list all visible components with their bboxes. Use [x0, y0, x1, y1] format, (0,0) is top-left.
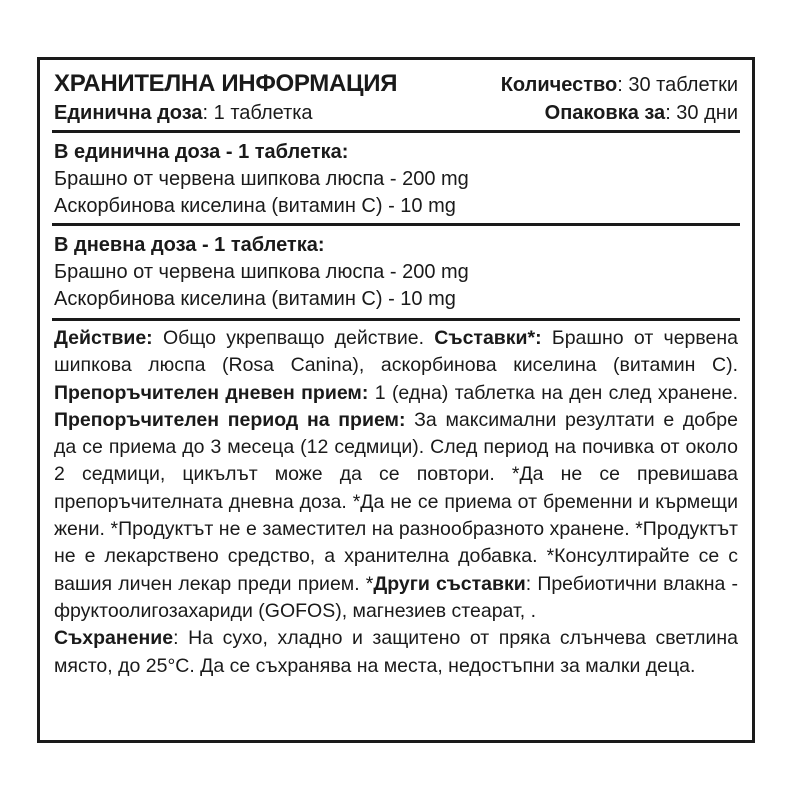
package [545, 102, 738, 125]
storage-label: Съхранение [54, 627, 174, 650]
quantity-label: Количество [500, 74, 618, 96]
daily-dose-section [52, 226, 740, 321]
daily-dose-item: Брашно от червена шипкова люспа - 200 mg [54, 261, 469, 283]
label-title: ХРАНИТЕЛНА ИНФОРМАЦИЯ [54, 70, 398, 97]
intake-text: 1 (една) таблетка на ден след хранене. [368, 381, 738, 404]
single-dose-heading: В единична доза - 1 таблетка: [54, 141, 349, 163]
other-ingredients-text: : Пребиотични влакна - фруктоолигозахариди (GOFOS), магнезиев стеарат, . [54, 572, 738, 622]
nutrition-label [37, 57, 755, 743]
dose-unit-label: Единична доза [54, 102, 203, 124]
label-header [52, 60, 740, 133]
intake-label: Препоръчителен дневен прием: [54, 381, 369, 404]
ingredients-text: Брашно от червена шипкова люспа (Rosa Canina), аскорбинова киселина (витамин С). [54, 327, 738, 377]
package-label: Опаковка за [544, 102, 666, 124]
storage-text: : На сухо, хладно и защитено от пряка слънчева светлина място, до 25°С. Да се съхранява на места, недостъпни за малки деца. [54, 627, 738, 677]
period-label: Препоръчителен период на прием: [54, 408, 406, 431]
action-text: Общо укрепващо действие. [152, 327, 435, 349]
action-label: Действие: [54, 327, 153, 349]
quantity-value: : 30 таблетки [617, 74, 738, 96]
daily-dose-heading: В дневна доза - 1 таблетка: [54, 234, 325, 256]
daily-dose-item: Аскорбинова киселина (витамин С) - 10 mg [54, 288, 456, 310]
package-value: : 30 дни [665, 102, 738, 124]
single-dose-item: Аскорбинова киселина (витамин С) - 10 mg [54, 195, 456, 217]
other-ingredients-label: Други съставки [373, 572, 526, 595]
quantity [501, 74, 738, 97]
single-dose-item: Брашно от червена шипкова люспа - 200 mg [54, 168, 469, 190]
single-dose-section [52, 133, 740, 226]
dose-unit-value: : 1 таблетка [202, 102, 313, 124]
description-text [52, 321, 740, 680]
ingredients-label: Съставки*: [434, 327, 542, 349]
dose-unit [54, 102, 313, 125]
period-text: За максимални резултати е добре да се приема до 3 месеца (12 седмици). След период на почивка от около 2 седмици, цикълът може да се повтори. *Да не се превишава препоръчителната дневна доза. *Да не се приема от бременни и кърмещи жени. *Продуктът не е заместител на разнообразното хранене. *Продуктът не е лекарствено средство, а хранителна добавка. *Консултирайте се с вашия личен лекар преди прием. * [54, 408, 738, 595]
